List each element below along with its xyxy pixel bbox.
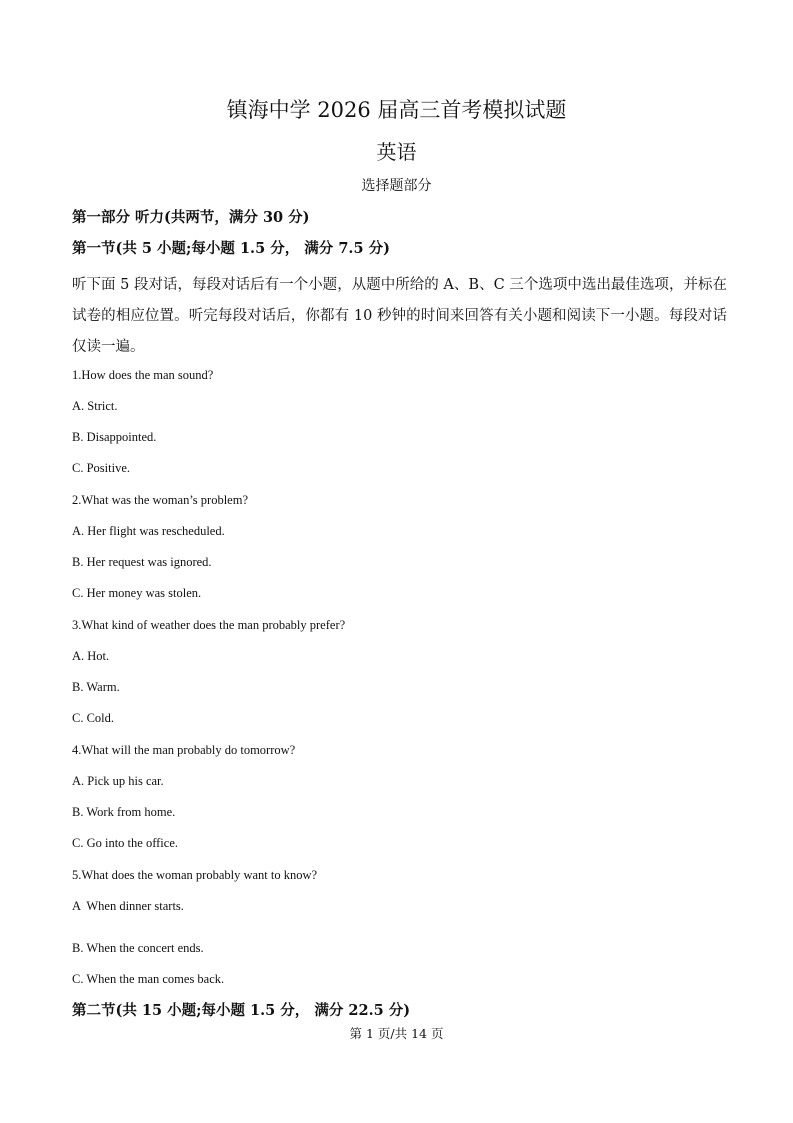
question-5-option-a: A When dinner starts.	[72, 899, 184, 913]
subject-title: 英语	[376, 140, 417, 164]
question-1-option-c: C. Positive.	[72, 461, 130, 475]
question-4-option-a: A. Pick up his car.	[72, 774, 164, 788]
question-3-option-a: A. Hot.	[72, 649, 110, 663]
section1-subheading: 第一节(共 5 小题;每小题 1.5 分， 满分 7.5 分)	[72, 240, 390, 257]
question-3-option-c: C. Cold.	[72, 711, 115, 725]
question-2-stem: 2.What was the woman’s problem?	[72, 493, 248, 507]
question-5-option-b: B. When the concert ends.	[72, 941, 204, 955]
exam-title: 镇海中学 2026 届高三首考模拟试题	[226, 98, 567, 122]
question-1-option-b: B. Disappointed.	[72, 430, 157, 444]
question-3-option-b: B. Warm.	[72, 680, 120, 694]
section1-instructions: 听下面 5 段对话，每段对话后有一个小题，从题中所给的 A、B、C 三个选项中选出最佳选项，并标在试卷的相应位置。听完每段对话后，你都有 10 秒钟的时间来回答有关小题和阅读下一小题。每段对话仅读一遍。	[72, 277, 727, 355]
question-1-stem: 1.How does the man sound?	[72, 368, 214, 382]
question-4-stem: 4.What will the man probably do tomorrow?	[72, 743, 296, 757]
part-label: 选择题部分	[361, 178, 432, 194]
page-number: 第 1 页/共 14 页	[349, 1026, 444, 1041]
question-3-stem: 3.What kind of weather does the man probably prefer?	[72, 618, 346, 632]
question-1-option-a: A. Strict.	[72, 399, 118, 413]
section2-heading: 第二节(共 15 小题;每小题 1.5 分， 满分 22.5 分)	[72, 1002, 411, 1019]
question-5-stem: 5.What does the woman probably want to know?	[72, 868, 318, 882]
question-4-option-b: B. Work from home.	[72, 805, 176, 819]
section1-heading: 第一部分 听力(共两节，满分 30 分)	[72, 209, 310, 226]
question-5-option-c: C. When the man comes back.	[72, 972, 225, 986]
question-2-option-a: A. Her flight was rescheduled.	[72, 524, 225, 538]
question-2-option-c: C. Her money was stolen.	[72, 586, 202, 600]
question-4-option-c: C. Go into the office.	[72, 836, 178, 850]
question-2-option-b: B. Her request was ignored.	[72, 555, 212, 569]
